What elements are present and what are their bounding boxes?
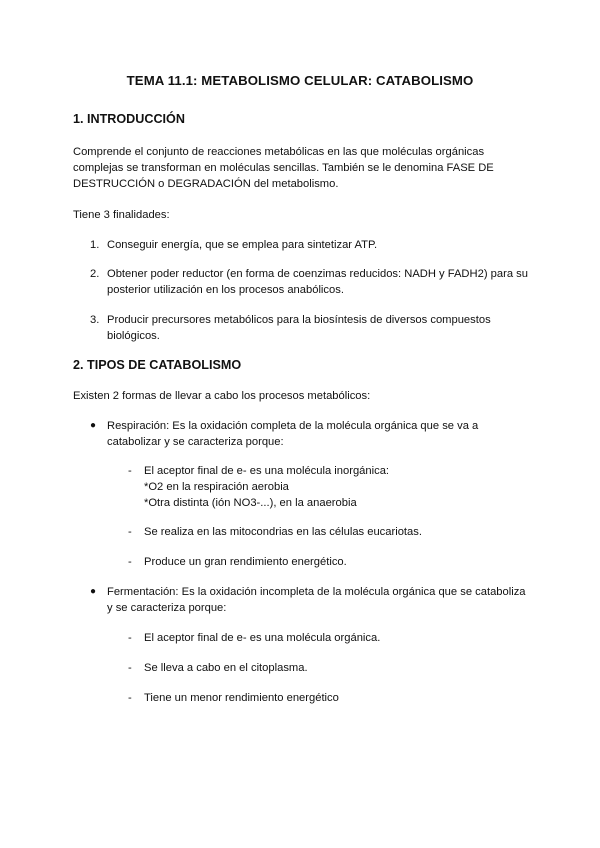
page-title: TEMA 11.1: METABOLISMO CELULAR: CATABOLISMO (126, 73, 474, 88)
list-item-text: posterior utilización en los procesos anabólicos. (107, 284, 344, 296)
bullet-text: catabolizar y se caracteriza porque: (107, 436, 284, 448)
sub-item-text: Se lleva a cabo en el citoplasma. (144, 662, 308, 674)
bullet-text: y se caracteriza porque: (107, 602, 227, 614)
sub-item (128, 463, 528, 511)
sub-item (128, 524, 528, 540)
intro-line: Comprende el conjunto de reacciones metabólicas en las que moléculas orgánicas (73, 146, 485, 158)
dash-icon: - (128, 632, 132, 644)
sub-item (128, 660, 528, 676)
bullet-icon: ● (90, 586, 97, 597)
bullet-icon: ● (90, 420, 97, 431)
list-item (90, 312, 530, 344)
intro-line: DESTRUCCIÓN o DEGRADACIÓN del metabolismo. (73, 178, 339, 190)
sub-item (128, 690, 528, 706)
dash-icon: - (128, 556, 132, 568)
dash-icon: - (128, 465, 132, 477)
list-item (90, 237, 530, 253)
list-item-text: Producir precursores metabólicos para la biosíntesis de diversos compuestos (107, 314, 491, 326)
tipos-intro: Existen 2 formas de llevar a cabo los procesos metabólicos: (73, 390, 371, 402)
sub-item (128, 630, 528, 646)
list-item-text: biológicos. (107, 330, 160, 342)
purposes-intro: Tiene 3 finalidades: (73, 209, 170, 221)
sub-item-text: El aceptor final de e- es una molécula orgánica. (144, 632, 381, 644)
list-item (90, 266, 530, 298)
dash-icon: - (128, 662, 132, 674)
list-number: 2. (90, 268, 100, 280)
sub-item-text: *O2 en la respiración aerobia (144, 481, 289, 493)
sub-item-text: *Otra distinta (ión NO3-...), en la anaerobia (144, 497, 357, 509)
intro-paragraph (73, 144, 533, 192)
bullet-fermentacion (90, 584, 530, 616)
list-item-text: Obtener poder reductor (en forma de coenzimas reducidos: NADH y FADH2) para su (107, 268, 528, 280)
sub-item-text: Tiene un menor rendimiento energético (144, 692, 339, 704)
sub-item-text: El aceptor final de e- es una molécula inorgánica: (144, 465, 390, 477)
intro-line: complejas se transforman en moléculas sencillas. También se le denomina FASE DE (73, 162, 494, 174)
list-number: 1. (90, 239, 100, 251)
bullet-text: Respiración: Es la oxidación completa de la molécula orgánica que se va a (107, 420, 479, 432)
dash-icon: - (128, 692, 132, 704)
dash-icon: - (128, 526, 132, 538)
list-number: 3. (90, 314, 100, 326)
sub-item-text: Se realiza en las mitocondrias en las células eucariotas. (144, 526, 422, 538)
list-item-text: Conseguir energía, que se emplea para sintetizar ATP. (107, 239, 378, 251)
section-heading-tipos: 2. TIPOS DE CATABOLISMO (73, 358, 242, 372)
sub-item-text: Produce un gran rendimiento energético. (144, 556, 347, 568)
sub-item (128, 554, 528, 570)
section-heading-introduccion: 1. INTRODUCCIÓN (73, 112, 185, 126)
bullet-respiracion (90, 418, 530, 450)
bullet-text: Fermentación: Es la oxidación incompleta de la molécula orgánica que se cataboliza (107, 586, 526, 598)
